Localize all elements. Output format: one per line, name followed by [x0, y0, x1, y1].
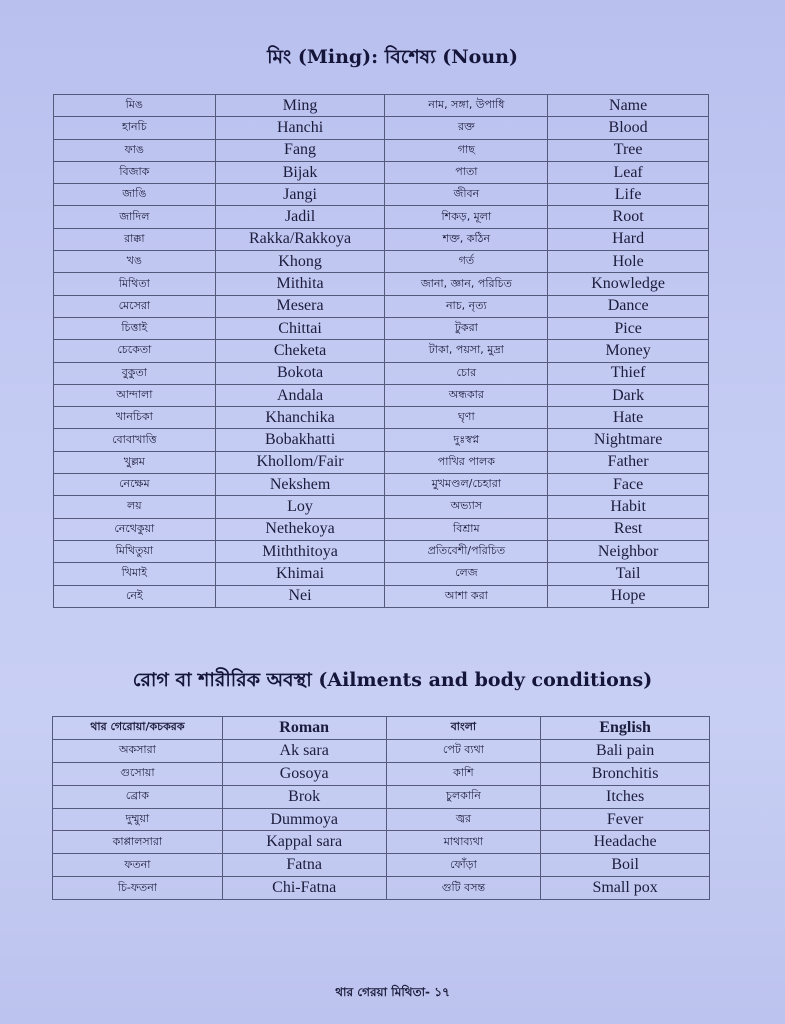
- table-cell: ফাঙ: [54, 139, 216, 161]
- table-cell: Root: [548, 206, 709, 228]
- table-cell: গাছ: [385, 139, 548, 161]
- table-cell: Fatna: [222, 854, 386, 877]
- table-row: [54, 117, 709, 139]
- table-cell: রাক্কা: [54, 228, 216, 250]
- table-cell: বোবাখাত্তি: [54, 429, 216, 451]
- table-row: [54, 184, 709, 206]
- table-cell: টাকা, পয়সা, মুদ্রা: [385, 340, 548, 362]
- table-row: [54, 273, 709, 295]
- table-cell: Face: [548, 474, 709, 496]
- table-cell: মিঙ: [54, 95, 216, 117]
- table-cell: Hate: [548, 407, 709, 429]
- table-cell: Habit: [548, 496, 709, 518]
- table-cell: Chi-Fatna: [222, 877, 386, 900]
- table-cell: ঘৃণা: [385, 407, 548, 429]
- table-cell: গুটি বসন্ত: [386, 877, 541, 900]
- table-cell: খিমাই: [54, 563, 216, 585]
- table-row: [54, 139, 709, 161]
- table-cell: পাখির পালক: [385, 451, 548, 473]
- table-cell: Tree: [548, 139, 709, 161]
- header-cell: থার গেরোয়া/কচকরক: [53, 717, 223, 740]
- table-cell: জীবন: [385, 184, 548, 206]
- table-cell: Thief: [548, 362, 709, 384]
- table-cell: মিথিতুয়া: [54, 540, 216, 562]
- table-cell: Nekshem: [215, 474, 385, 496]
- table-row: [54, 340, 709, 362]
- table-cell: চিত্তাই: [54, 317, 216, 339]
- table-cell: Mithita: [215, 273, 385, 295]
- table-cell: Hope: [548, 585, 709, 607]
- table-cell: Khollom/Fair: [215, 451, 385, 473]
- table-cell: চি-ফতনা: [53, 877, 223, 900]
- table-cell: Khanchika: [215, 407, 385, 429]
- table-row: [54, 228, 709, 250]
- table-row: [54, 496, 709, 518]
- table-cell: Chittai: [215, 317, 385, 339]
- table-cell: Pice: [548, 317, 709, 339]
- table-cell: Bronchitis: [541, 762, 710, 785]
- table-row: [54, 251, 709, 273]
- table-cell: Rakka/Rakkoya: [215, 228, 385, 250]
- table-row: [54, 362, 709, 384]
- table-cell: গর্ত: [385, 251, 548, 273]
- table-cell: চোর: [385, 362, 548, 384]
- header-cell: English: [541, 717, 710, 740]
- table-cell: খানচিকা: [54, 407, 216, 429]
- table-cell: Father: [548, 451, 709, 473]
- table-cell: Jadil: [215, 206, 385, 228]
- table-cell: ব্রোক: [53, 785, 223, 808]
- table-cell: Fever: [541, 808, 710, 831]
- table-row: [54, 161, 709, 183]
- table-cell: মুখমণ্ডল/চেহারা: [385, 474, 548, 496]
- table-cell: নাচ, নৃত্য: [385, 295, 548, 317]
- table-cell: Bokota: [215, 362, 385, 384]
- table-cell: Blood: [548, 117, 709, 139]
- table-cell: নেই: [54, 585, 216, 607]
- table-cell: ফোঁড়া: [386, 854, 541, 877]
- header-cell: বাংলা: [386, 717, 541, 740]
- table-cell: পাতা: [385, 161, 548, 183]
- table-cell: Hole: [548, 251, 709, 273]
- noun-table: [53, 94, 709, 608]
- table-cell: Dance: [548, 295, 709, 317]
- table-cell: কাপ্পালসারা: [53, 831, 223, 854]
- table-cell: Loy: [215, 496, 385, 518]
- table-cell: Ming: [215, 95, 385, 117]
- table-row: [54, 451, 709, 473]
- table-cell: Bobakhatti: [215, 429, 385, 451]
- table-cell: আশা করা: [385, 585, 548, 607]
- table-cell: খুল্লম: [54, 451, 216, 473]
- noun-section-title: মিং (Ming): বিশেষ্য (Noun): [267, 46, 518, 68]
- table-cell: Money: [548, 340, 709, 362]
- table-cell: আন্দালা: [54, 384, 216, 406]
- table-cell: Headache: [541, 831, 710, 854]
- table-cell: অকসারা: [53, 739, 223, 762]
- table-cell: Nethekoya: [215, 518, 385, 540]
- table-cell: কাশি: [386, 762, 541, 785]
- table-cell: চুলকানি: [386, 785, 541, 808]
- table-cell: Gosoya: [222, 762, 386, 785]
- table-cell: Khimai: [215, 563, 385, 585]
- table-cell: Knowledge: [548, 273, 709, 295]
- table-cell: জানা, জ্ঞান, পরিচিত: [385, 273, 548, 295]
- table-cell: Leaf: [548, 161, 709, 183]
- table-cell: বুকুতা: [54, 362, 216, 384]
- table-row: [54, 407, 709, 429]
- table-row: [54, 95, 709, 117]
- table-cell: শিকড়, মূলা: [385, 206, 548, 228]
- table-cell: Miththitoya: [215, 540, 385, 562]
- table-cell: Ak sara: [222, 739, 386, 762]
- ailments-section-title: রোগ বা শারীরিক অবস্থা (Ailments and body conditions): [132, 669, 653, 691]
- table-row: [54, 474, 709, 496]
- table-cell: লয়: [54, 496, 216, 518]
- table-cell: Nei: [215, 585, 385, 607]
- table-cell: Rest: [548, 518, 709, 540]
- table-cell: মাথাব্যথা: [386, 831, 541, 854]
- table-row: [54, 518, 709, 540]
- table-row: [54, 206, 709, 228]
- table-cell: Neighbor: [548, 540, 709, 562]
- table-cell: Itches: [541, 785, 710, 808]
- table-cell: Name: [548, 95, 709, 117]
- table-cell: টুকরা: [385, 317, 548, 339]
- table-cell: অন্ধকার: [385, 384, 548, 406]
- table-row: [54, 585, 709, 607]
- ailments-table: [52, 716, 710, 900]
- table-cell: Boil: [541, 854, 710, 877]
- table-cell: Life: [548, 184, 709, 206]
- table-cell: লেজ: [385, 563, 548, 585]
- table-row: [54, 295, 709, 317]
- table-cell: খঙ: [54, 251, 216, 273]
- table-cell: জাদিল: [54, 206, 216, 228]
- table-cell: Dark: [548, 384, 709, 406]
- table-cell: জ্বর: [386, 808, 541, 831]
- table-cell: জাঙি: [54, 184, 216, 206]
- table-cell: Jangi: [215, 184, 385, 206]
- table-cell: Bali pain: [541, 739, 710, 762]
- table-cell: দুম্মুয়া: [53, 808, 223, 831]
- table-cell: হানচি: [54, 117, 216, 139]
- table-row: [53, 762, 710, 785]
- table-row: [54, 317, 709, 339]
- table-cell: ফতনা: [53, 854, 223, 877]
- table-cell: নাম, সঙ্গা, উপাধি: [385, 95, 548, 117]
- table-cell: চেকেতা: [54, 340, 216, 362]
- table-cell: বিশ্রাম: [385, 518, 548, 540]
- table-cell: নেক্ষেম: [54, 474, 216, 496]
- table-cell: মিথিতা: [54, 273, 216, 295]
- table-row: [54, 563, 709, 585]
- table-cell: মেসেরা: [54, 295, 216, 317]
- table-row: [53, 877, 710, 900]
- table-cell: Hard: [548, 228, 709, 250]
- table-cell: Dummoya: [222, 808, 386, 831]
- table-cell: Khong: [215, 251, 385, 273]
- table-cell: Hanchi: [215, 117, 385, 139]
- table-row: [53, 739, 710, 762]
- table-cell: Mesera: [215, 295, 385, 317]
- table-row: [53, 854, 710, 877]
- table-cell: Andala: [215, 384, 385, 406]
- table-cell: Fang: [215, 139, 385, 161]
- page-footer: থার গেরয়া মিথিতা- ১৭: [335, 985, 450, 999]
- table-cell: রক্ত: [385, 117, 548, 139]
- table-row: [54, 429, 709, 451]
- table-cell: Kappal sara: [222, 831, 386, 854]
- table-row: [53, 785, 710, 808]
- table-cell: Tail: [548, 563, 709, 585]
- table-cell: Brok: [222, 785, 386, 808]
- table-cell: শক্ত, কঠিন: [385, 228, 548, 250]
- table-cell: অভ্যাস: [385, 496, 548, 518]
- table-cell: Nightmare: [548, 429, 709, 451]
- table-cell: Bijak: [215, 161, 385, 183]
- table-cell: বিজাক: [54, 161, 216, 183]
- table-cell: পেট ব্যথা: [386, 739, 541, 762]
- table-row: [53, 831, 710, 854]
- table-row: [54, 540, 709, 562]
- table-row: [54, 384, 709, 406]
- table-header-row: [53, 717, 710, 740]
- table-cell: Cheketa: [215, 340, 385, 362]
- table-cell: প্রতিবেশী/পরিচিত: [385, 540, 548, 562]
- table-cell: গুসোয়া: [53, 762, 223, 785]
- table-row: [53, 808, 710, 831]
- table-cell: নেথেকুয়া: [54, 518, 216, 540]
- table-cell: Small pox: [541, 877, 710, 900]
- header-cell: Roman: [222, 717, 386, 740]
- table-cell: দুঃস্বপ্ন: [385, 429, 548, 451]
